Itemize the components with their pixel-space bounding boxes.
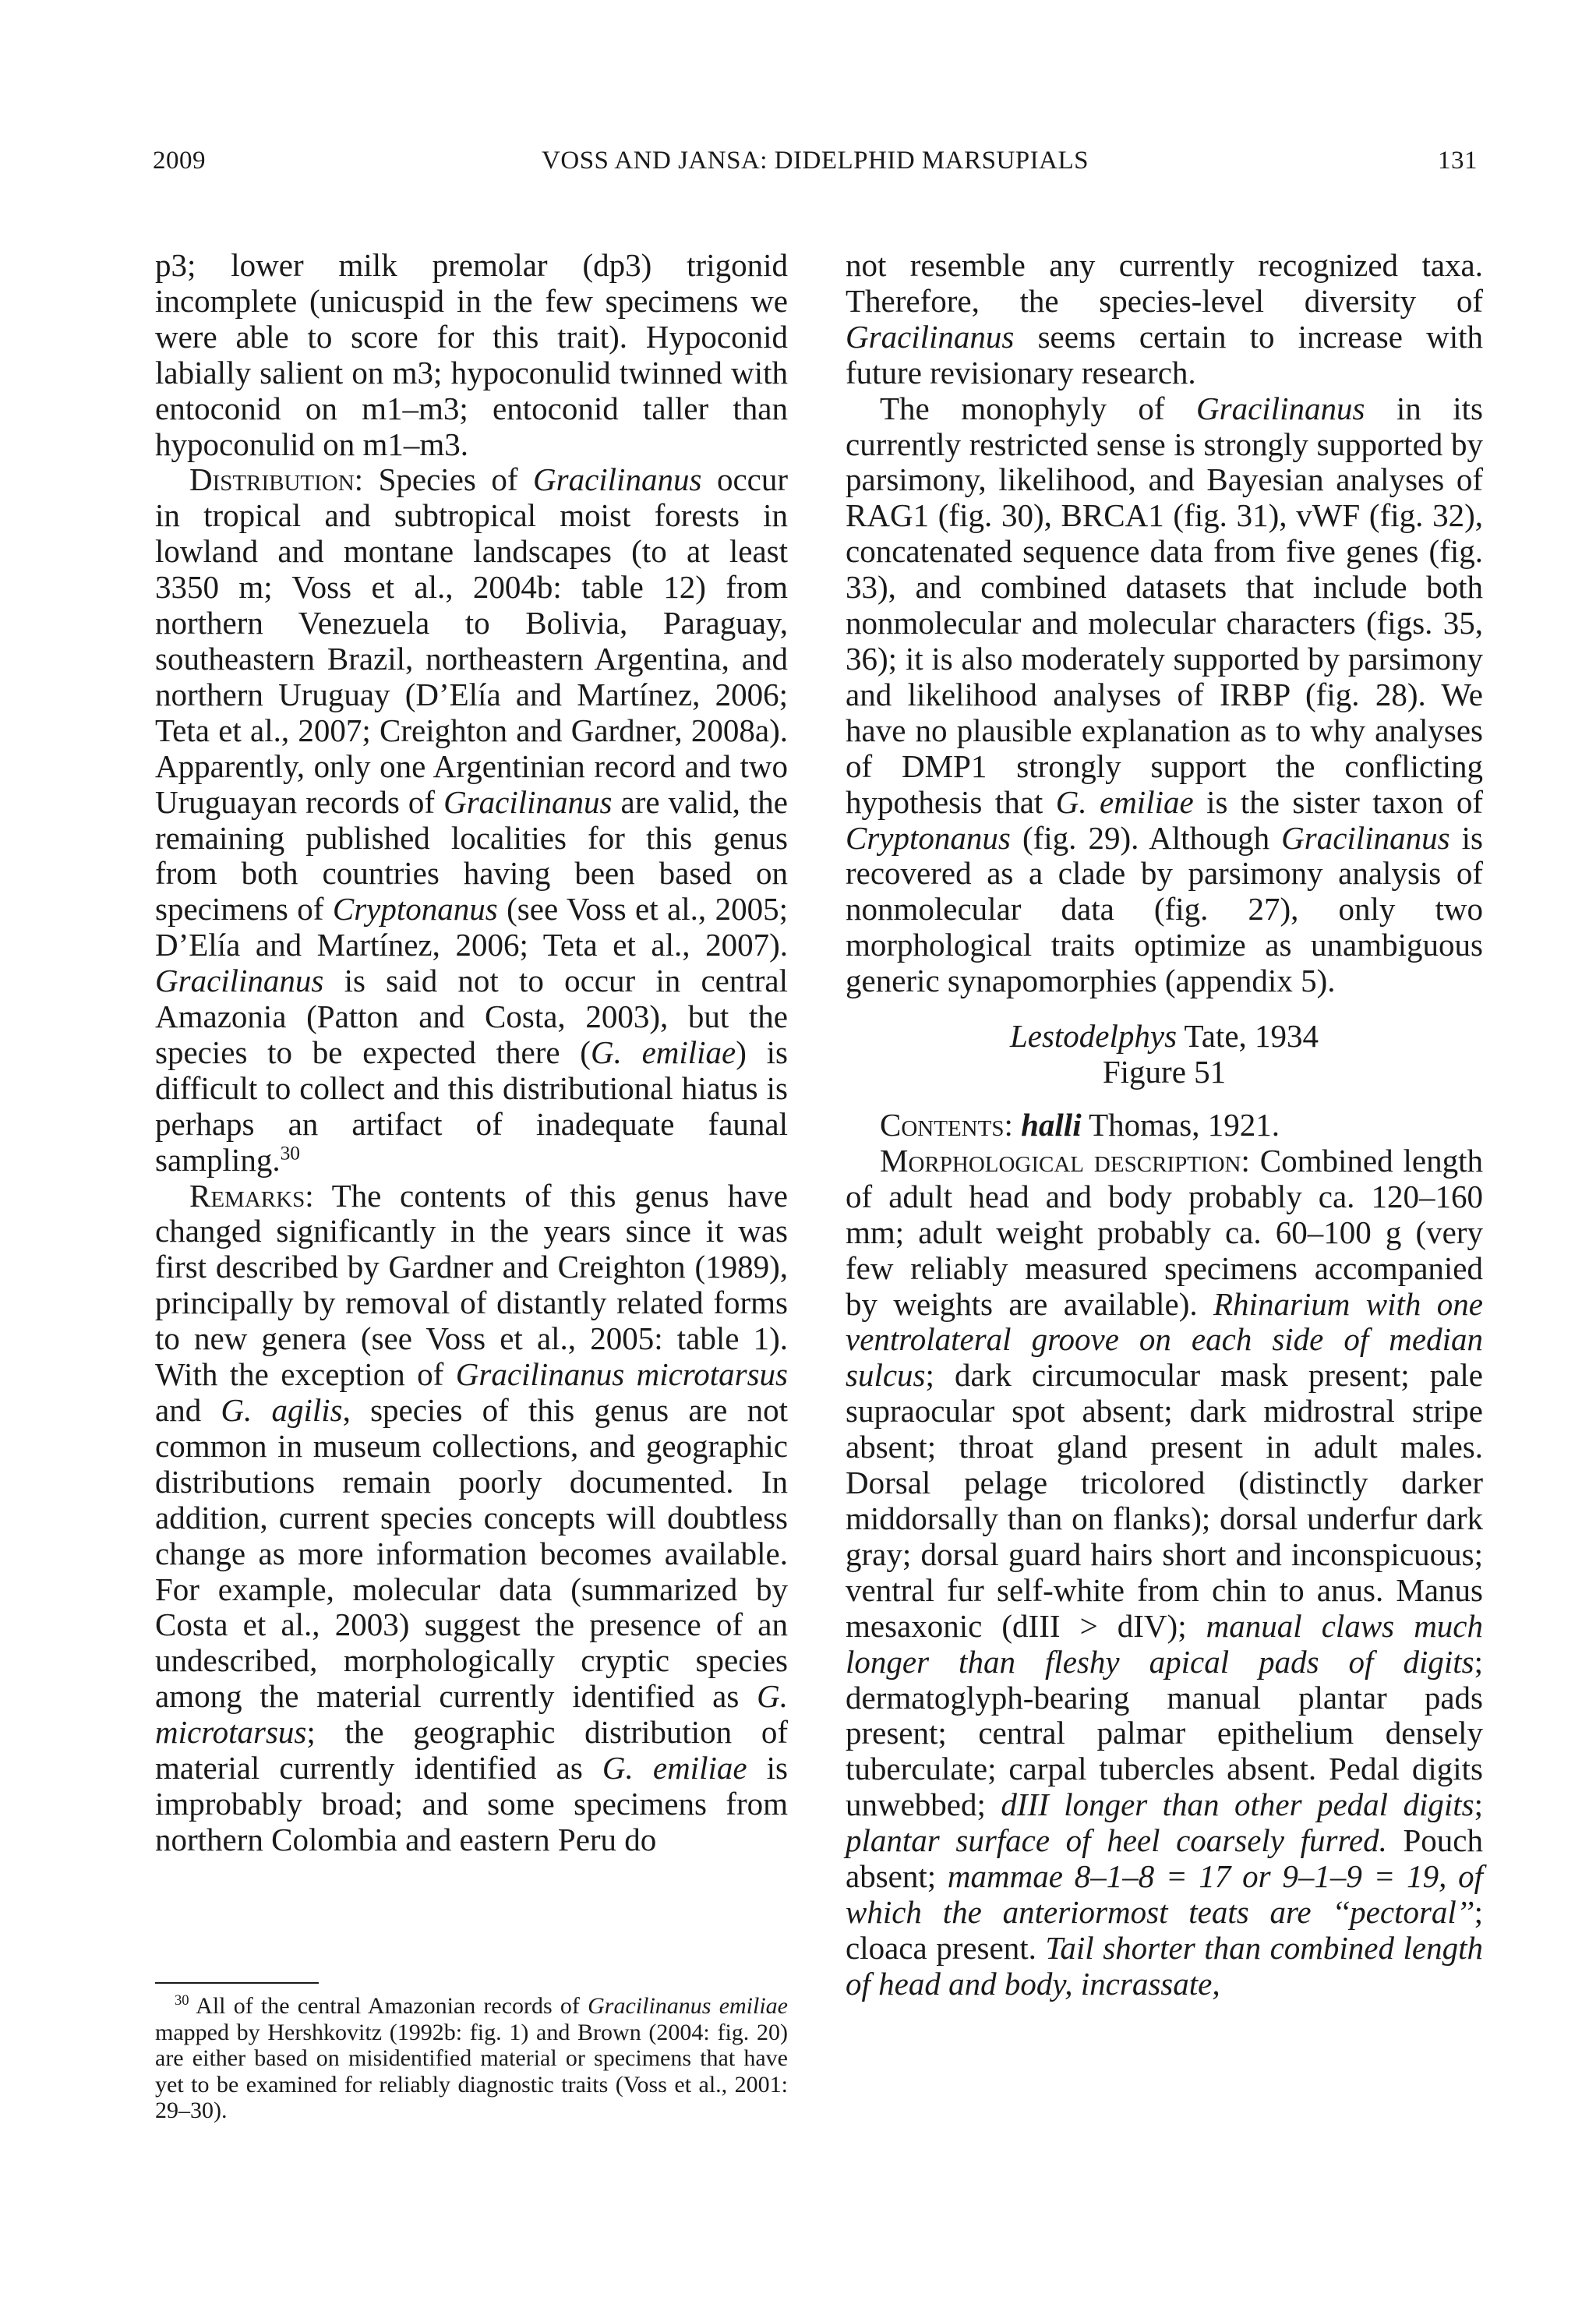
header-title: VOSS AND JANSA: DIDELPHID MARSUPIALS bbox=[542, 147, 1089, 175]
distribution-label: Distribution bbox=[189, 461, 355, 498]
morphological-description-paragraph: Morphological description: Combined length of adult head and body probably ca. 120–160 mm; adult weight probably ca. 60–100 g (very few reliably measured specimens accompanied by weights are available). Rhinarium with one ventrolateral groove on each side of median sulcus; dark circumocular mask present; pale supraocular spot absent; dark midrostral stripe absent; throat gland present in adult males. Dorsal pelage tricolored (distinctly darker middorsally than on flanks); dorsal underfur dark gray; dorsal guard hairs short and inconspicuous; ventral fur self-white from chin to anus. Manus mesaxonic (dIII > dIV); manual claws much longer than fleshy apical pads of digits; dermatoglyph-bearing manual plantar pads present; central palmar epithelium densely tuberculate; carpal tubercles absent. Pedal digits unwebbed; dIII longer than other pedal digits; plantar surface of heel coarsely furred. Pouch absent; mammae 8–1–8 = 17 or 9–1–9 = 19, of which the anteriormost teats are ‘‘pectoral’’; cloaca present. Tail shorter than combined length of head and body, incrassate, bbox=[846, 1142, 1484, 2002]
right-column bbox=[846, 248, 1483, 2002]
character-continuation-paragraph: p3; lower milk premolar (dp3) trigonid incomplete (unicuspid in the few specimens we were able to score for this trait). Hypoconid labially salient on m3; hypoconulid twinned with entoconid on m1–m3; entoconid taller than hypoconulid on m1–m3. bbox=[155, 247, 788, 462]
remarks-paragraph: Remarks: The contents of this genus have changed significantly in the years since it was first described by Gardner and Creighton (1989), principally by removal of distantly related forms to new genera (see Voss et al., 2005: table 1). With the exception of Gracilinanus microtarsus and G. agilis, species of this genus are not common in museum collections, and geographic distributions remain poorly documented. In addition, current species concepts will doubtless change as more information becomes available. For example, molecular data (summarized by Costa et al., 2003) suggest the presence of an undescribed, morphologically cryptic species among the material currently identified as G. microtarsus; the geographic distribution of material currently identified as G. emiliae is improbably broad; and some specimens from northern Colombia and eastern Peru do bbox=[155, 1177, 788, 1857]
footnote: $^{30}$ All of the central Amazonian records of Gracilinanus emiliae mapped by Hershkovitz (1992b: fig. 1) and Brown (2004: fig. 20) are either based on misidentified material or specimens that have yet to be examined for reliably diagnostic traits (Voss et al., 2001: 29–30). bbox=[155, 1992, 788, 2124]
remarks-continued-paragraph: not resemble any currently recognized taxa. Therefore, the species-level diversity of Gracilinanus seems certain to increase with future revisionary research. bbox=[846, 247, 1483, 391]
contents-label: Contents bbox=[880, 1107, 1005, 1143]
genus-heading bbox=[846, 1018, 1483, 1090]
header-year: 2009 bbox=[153, 147, 206, 175]
page-number: 131 bbox=[1438, 147, 1478, 175]
footnote-divider bbox=[155, 1982, 319, 1984]
running-header bbox=[153, 147, 1478, 186]
footnote-reference: 30 bbox=[280, 1142, 300, 1164]
remarks-label: Remarks bbox=[189, 1177, 305, 1214]
figure-reference: Figure 51 bbox=[1102, 1054, 1227, 1090]
species-name: halli bbox=[1021, 1107, 1082, 1143]
morphology-label: Morphological description bbox=[880, 1142, 1241, 1179]
distribution-paragraph: Distribution: Species of Gracilinanus occur in tropical and subtropical moist forests in lowland and montane landscapes (to at least 3350 m; Voss et al., 2004b: table 12) from northern Venezuela to Bolivia, Paraguay, southeastern Brazil, northeastern Argentina, and northern Uruguay (D’Elía and Martínez, 2006; Teta et al., 2007; Creighton and Gardner, 2008a). Apparently, only one Argentinian record and two Uruguayan records of Gracilinanus are valid, the remaining published localities for this genus from both countries having been based on specimens of Cryptonanus (see Voss et al., 2005; D’Elía and Martínez, 2006; Teta et al., 2007). Gracilinanus is said not to occur in central Amazonia (Patton and Costa, 2003), but the species to be expected there (G. emiliae) is difficult to collect and this distributional hiatus is perhaps an artifact of inadequate faunal sampling.$^{30}$ bbox=[155, 461, 788, 1178]
contents-paragraph: Contents: halli Thomas, 1921. bbox=[880, 1107, 1280, 1143]
footnote-number: 30 bbox=[175, 1992, 189, 2009]
left-column bbox=[155, 248, 788, 1858]
genus-name: Lestodelphys bbox=[1009, 1018, 1178, 1055]
monophyly-paragraph: The monophyly of Gracilinanus in its currently restricted sense is strongly supported by parsimony, likelihood, and Bayesian analyses of RAG1 (fig. 30), BRCA1 (fig. 31), vWF (fig. 32), concatenated sequence data from five genes (fig. 33), and combined datasets that include both nonmolecular and molecular characters (figs. 35, 36); it is also moderately supported by parsimony and likelihood analyses of IRBP (fig. 28). We have no plausible explanation as to why analyses of DMP1 strongly support the conflicting hypothesis that G. emiliae is the sister taxon of Cryptonanus (fig. 29). Although Gracilinanus is recovered as a clade by parsimony analysis of nonmolecular data (fig. 27), only two morphological traits optimize as unambiguous generic synapomorphies (appendix 5). bbox=[846, 390, 1483, 999]
genus-authority: Tate, 1934 bbox=[1177, 1018, 1319, 1055]
